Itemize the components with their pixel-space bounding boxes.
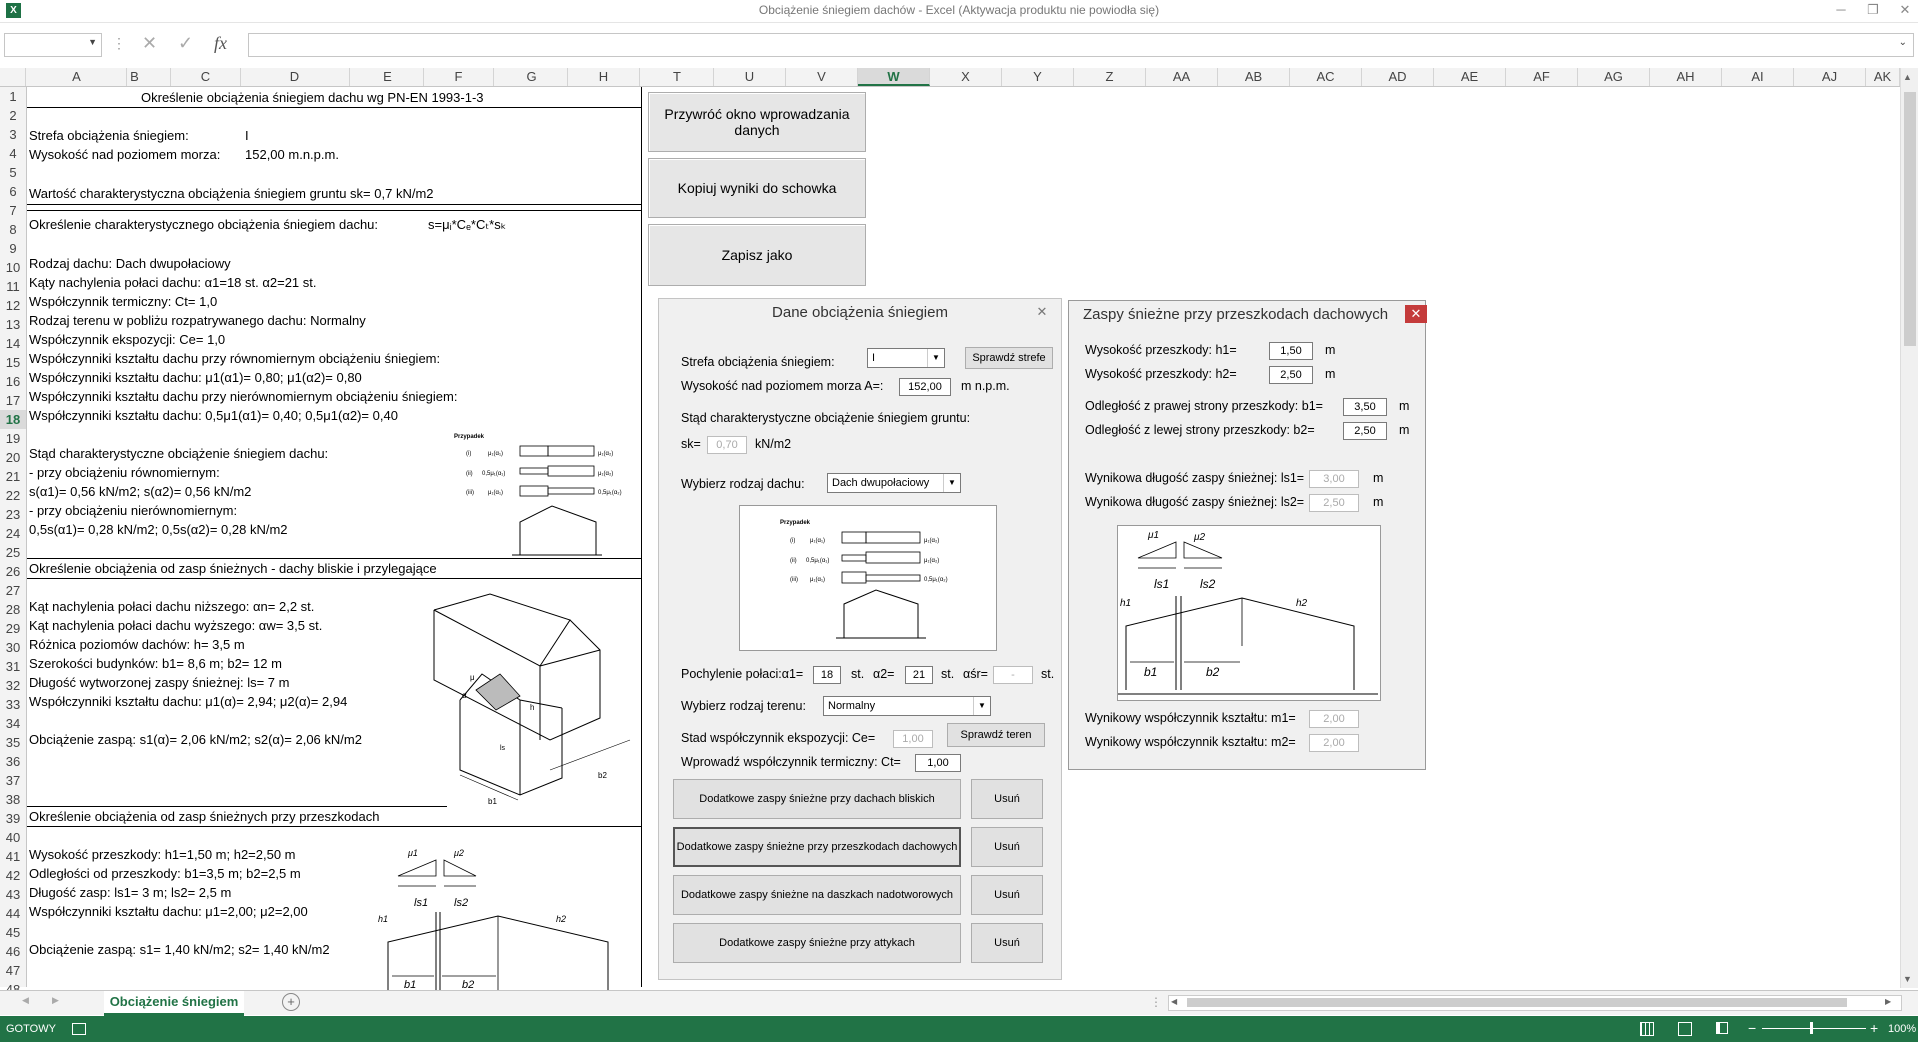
zoom-slider-thumb[interactable] [1810, 1022, 1813, 1034]
expand-icon[interactable]: ⌄ [1898, 37, 1907, 48]
border-line [27, 826, 641, 827]
b2-label: Odległość z lewej strony przeszkody: b2= [1085, 423, 1315, 437]
restore-input-window-button[interactable]: Przywróć okno wprowadzania danych [648, 92, 866, 152]
alpha2-label: α2= [873, 667, 895, 681]
shape-coefficient-diagram [452, 430, 636, 558]
cell-angles[interactable]: Kąty nachylenia połaci dachu: α1=18 st. α2=21 st. [29, 275, 317, 290]
horizontal-scrollbar[interactable] [1168, 995, 1902, 1011]
cell-terrain[interactable]: Rodzaj terenu w pobliżu rozpatrywanego dachu: Normalny [29, 313, 366, 328]
iso-alpha-label: α [462, 691, 467, 700]
snow-data-form [658, 298, 1062, 980]
b1-label: Odległość z prawej strony przeszkody: b1= [1085, 399, 1323, 413]
preview-half-mu: 0,5μ₁(α₁) [806, 558, 830, 564]
cell-obstacle-distances[interactable]: Odległości od przeszkody: b1=3,5 m; b2=2,5 m [29, 866, 301, 881]
border-line [27, 210, 641, 211]
minimize-icon[interactable]: ─ [1836, 2, 1846, 17]
row-header-40[interactable]: 40 [5, 830, 21, 845]
column-header-u[interactable]: U [714, 68, 786, 86]
page-break-view-icon[interactable] [1716, 1022, 1728, 1034]
preview-mu-3: μ₁(α₁) [810, 577, 825, 583]
cell-altitude-label[interactable]: Wysokość nad poziomem morza: [29, 147, 221, 162]
row-header-46[interactable]: 46 [5, 944, 21, 959]
chevron-down-icon[interactable]: ▼ [88, 37, 97, 47]
excel-icon[interactable]: X [6, 3, 21, 18]
row-header-28[interactable]: 28 [5, 602, 21, 617]
vertical-scrollbar[interactable] [1900, 68, 1918, 988]
cancel-icon[interactable]: ✕ [142, 33, 158, 53]
save-as-button[interactable]: Zapisz jako [648, 224, 866, 286]
row-header-41[interactable]: 41 [5, 849, 21, 864]
remove-parapets-button[interactable]: Usuń [971, 923, 1043, 963]
cell-load-heading[interactable]: Stąd charakterystyczne obciążenie śniegiem dachu: [29, 446, 329, 461]
diagram-mu-3: μ₁(α₁) [488, 490, 503, 496]
b1-unit: m [1399, 399, 1410, 413]
border-line [27, 578, 641, 579]
close-icon[interactable]: ✕ [1405, 305, 1427, 323]
column-header-ab[interactable]: AB [1218, 68, 1290, 86]
column-header-d[interactable]: D [240, 68, 350, 86]
cell-nonuniform-mu[interactable]: Współczynniki kształtu dachu: 0,5μ1(α1)= 0,40; 0,5μ1(α2)= 0,40 [29, 408, 398, 423]
column-header-g[interactable]: G [496, 68, 568, 86]
row-header-18[interactable]: 18 [0, 410, 26, 429]
ct-label: Wprowadź współczynnik termiczny: Ct= [681, 755, 901, 769]
title-bar [0, 0, 1918, 23]
sk-label: sk= [681, 437, 701, 451]
ls2-label: Wynikowa długość zaspy śnieżnej: ls2= [1085, 495, 1305, 509]
row-header-20[interactable]: 20 [5, 450, 21, 465]
scroll-right-icon[interactable]: ▶ [1885, 997, 1892, 1006]
diagram-half-mu-b: 0,5μ₁(α₂) [598, 490, 622, 496]
chevron-down-icon[interactable]: ▼ [973, 697, 990, 715]
sheet-tab-bar [0, 990, 1918, 1015]
roof-preview-image [740, 506, 994, 648]
sketch-b2: b2 [462, 979, 475, 990]
name-box[interactable] [4, 33, 102, 57]
column-header-f[interactable]: F [424, 68, 494, 86]
column-header-a[interactable]: A [27, 68, 127, 86]
cell-uniform-heading[interactable]: Współczynniki kształtu dachu przy równomiernym obciążeniu śniegiem: [29, 351, 441, 366]
adjacent-roofs-button[interactable]: Dodatkowe zaspy śnieżne przy dachach bliskich [673, 779, 961, 819]
diagram-mu-b-2: μ₁(α₂) [598, 471, 614, 477]
row-header-4[interactable]: 4 [9, 146, 17, 161]
zone-select-value: I [872, 352, 876, 364]
status-bar [0, 1016, 1918, 1042]
tab-prev-icon[interactable]: ◀ [22, 995, 29, 1005]
row-header-13[interactable]: 13 [5, 317, 21, 332]
row-header-30[interactable]: 30 [5, 640, 21, 655]
row-header-23[interactable]: 23 [5, 507, 21, 522]
cell-nonuniform-heading[interactable]: Współczynniki kształtu dachu przy nierównomiernym obciążeniu śniegiem: [29, 389, 458, 404]
normal-view-icon[interactable] [1640, 1022, 1654, 1036]
row-header-1[interactable]: 1 [9, 89, 17, 104]
chevron-down-icon[interactable]: ▼ [943, 474, 960, 492]
row-header-6[interactable]: 6 [9, 184, 17, 199]
drift-b2: b2 [1206, 665, 1220, 679]
row-header-38[interactable]: 38 [5, 792, 21, 807]
alpha2-unit: st. [941, 667, 955, 681]
border-line [27, 107, 641, 108]
drift-ls1: ls1 [1154, 577, 1170, 591]
row-header-37[interactable]: 37 [5, 773, 21, 788]
drift-mu1: μ1 [1148, 530, 1160, 541]
ct-input[interactable]: 1,00 [915, 754, 961, 772]
obstacle-drift-form [1068, 300, 1426, 770]
column-header-af[interactable]: AF [1506, 68, 1578, 86]
iso-ls-label: ls [500, 745, 506, 752]
drift-h1: h1 [1120, 598, 1132, 609]
scroll-left-icon[interactable]: ◀ [1171, 997, 1178, 1006]
zone-select[interactable] [867, 348, 945, 368]
ls1-output[interactable]: 3,00 [1309, 470, 1359, 488]
row-header-27[interactable]: 27 [5, 583, 21, 598]
h2-label: Wysokość przeszkody: h2= [1085, 367, 1237, 381]
cell-sk[interactable]: Wartość charakterystyczna obciążenia śniegiem gruntu sk= 0,7 kN/m2 [29, 186, 434, 201]
column-header-e[interactable]: E [352, 68, 424, 86]
terrain-select[interactable] [823, 696, 991, 716]
ls2-output[interactable]: 2,50 [1309, 494, 1359, 512]
preview-case-title: Przypadek [780, 520, 811, 526]
cell-ce[interactable]: Współczynnik ekspozycji: Ce= 1,0 [29, 332, 226, 347]
iso-mu-label: μ [470, 673, 475, 682]
cell-uniform-mu[interactable]: Współczynniki kształtu dachu: μ1(α1)= 0,80; μ1(α2)= 0,80 [29, 370, 362, 385]
page-layout-icon[interactable] [1678, 1022, 1692, 1036]
column-header-ad[interactable]: AD [1362, 68, 1434, 86]
scroll-up-icon[interactable]: ▲ [1903, 72, 1912, 82]
preview-mu: μ₁(α₁) [810, 538, 825, 544]
b1-input[interactable]: 3,50 [1343, 398, 1387, 416]
cell-ct[interactable]: Współczynnik termiczny: Ct= 1,0 [29, 294, 218, 309]
alpha-avg-input[interactable]: - [993, 666, 1033, 684]
cell-nonuniform-label[interactable]: - przy obciążeniu nierównomiernym: [29, 503, 238, 518]
altitude-input[interactable]: 152,00 [899, 378, 951, 396]
row-header-22[interactable]: 22 [5, 488, 21, 503]
cell-uniform-load[interactable]: s(α1)= 0,56 kN/m2; s(α2)= 0,56 kN/m2 [29, 484, 252, 499]
page-break [641, 87, 642, 987]
column-header-t[interactable]: T [641, 68, 714, 86]
h-scroll-thumb[interactable] [1187, 998, 1847, 1007]
cell-drift-heading[interactable]: Określenie obciążenia od zasp śnieżnych - dachy bliskie i przylegające [29, 561, 437, 576]
select-all[interactable] [0, 68, 26, 86]
zoom-in-icon[interactable]: + [1870, 1020, 1879, 1036]
drift-diagram-frame [1117, 525, 1381, 701]
row-header-24[interactable]: 24 [5, 526, 21, 541]
scroll-thumb[interactable] [1904, 92, 1916, 346]
cell-widths[interactable]: Szerokości budynków: b1= 8,6 m; b2= 12 m [29, 656, 282, 671]
cell-roof-load-heading[interactable]: Określenie charakterystycznego obciążenia śniegiem dachu: [29, 217, 379, 232]
diagram-mu: μ₁(α₁) [488, 451, 503, 457]
cell-zone-label[interactable]: Strefa obciążenia śniegiem: [29, 128, 189, 143]
row-header-36[interactable]: 36 [5, 754, 21, 769]
row-header-47[interactable]: 47 [5, 963, 21, 978]
window-title: Obciążenie śniegiem dachów - Excel (Aktywacja produktu nie powiodła się) [758, 3, 1160, 17]
b2-input[interactable]: 2,50 [1343, 422, 1387, 440]
slope-label: Pochylenie połaci:α1= [681, 667, 804, 681]
diagram-case-2: (ii) [466, 471, 473, 477]
close-icon[interactable]: ✕ [1036, 304, 1048, 319]
snow-form-title: Dane obciążenia śniegiem [772, 304, 948, 321]
cell-drift-load[interactable]: Obciążenie zaspą: s1(α)= 2,06 kN/m2; s2(α)= 2,06 kN/m2 [29, 732, 362, 747]
roof-type-select[interactable] [827, 473, 961, 493]
row-header-10[interactable]: 10 [5, 260, 21, 275]
cell-obstacle-load[interactable]: Obciążenie zaspą: s1= 1,40 kN/m2; s2= 1,40 kN/m2 [29, 942, 330, 957]
diagram-case-title: Przypadek [454, 434, 485, 440]
row-header-42[interactable]: 42 [5, 868, 21, 883]
row-header-43[interactable]: 43 [5, 887, 21, 902]
preview-half-mu-b: 0,5μ₁(α₂) [924, 577, 948, 583]
column-header-c[interactable]: C [171, 68, 241, 86]
column-header-x[interactable]: X [930, 68, 1002, 86]
preview-mu-b-2: μ₁(α₂) [924, 558, 940, 564]
column-header-ag[interactable]: AG [1578, 68, 1650, 86]
sketch-ls1: ls1 [414, 897, 429, 909]
column-header-y[interactable]: Y [1002, 68, 1074, 86]
drift-b1: b1 [1144, 665, 1158, 679]
row-header-44[interactable]: 44 [5, 906, 21, 921]
row-header-32[interactable]: 32 [5, 678, 21, 693]
drift-ls2: ls2 [1200, 577, 1216, 591]
m2-output[interactable]: 2,00 [1309, 734, 1359, 752]
ls2-unit: m [1373, 495, 1384, 509]
row-header-45[interactable]: 45 [5, 925, 21, 940]
m1-label: Wynikowy współczynnik kształtu: m1= [1085, 711, 1296, 725]
row-header-8[interactable]: 8 [9, 222, 17, 237]
altitude-label: Wysokość nad poziomem morza A=: [681, 379, 884, 393]
more-icon: ⋮ [112, 35, 126, 51]
row-header-16[interactable]: 16 [5, 374, 21, 389]
cell-obstacle-heights[interactable]: Wysokość przeszkody: h1=1,50 m; h2=2,50 m [29, 847, 296, 862]
h1-input[interactable]: 1,50 [1269, 342, 1313, 360]
function-icon[interactable]: fx [214, 33, 227, 53]
row-header-3[interactable]: 3 [9, 127, 17, 142]
terrain-label: Wybierz rodzaj terenu: [681, 699, 806, 713]
roof-obstacles-button[interactable]: Dodatkowe zaspy śnieżne przy przeszkodach dachowych [673, 827, 961, 867]
altitude-unit: m n.p.m. [961, 379, 1010, 393]
preview-case-2: (ii) [790, 558, 797, 564]
scroll-down-icon[interactable]: ▼ [1903, 974, 1912, 984]
cell-altitude-value[interactable]: 152,00 m.n.p.m. [245, 147, 339, 162]
sketch-ls2: ls2 [454, 897, 469, 909]
row-header-34[interactable]: 34 [5, 716, 21, 731]
m2-label: Wynikowy współczynnik kształtu: m2= [1085, 735, 1296, 749]
b2-unit: m [1399, 423, 1410, 437]
drift-diagram [1118, 526, 1378, 698]
zone-label: Strefa obciążenia śniegiem: [681, 355, 835, 369]
cell-formula[interactable]: s=μᵢ*Cₑ*Cₜ*sₖ [428, 217, 507, 232]
canopies-button[interactable]: Dodatkowe zaspy śnieżne na daszkach nadotworowych [673, 875, 961, 915]
parapets-button[interactable]: Dodatkowe zaspy śnieżne przy attykach [673, 923, 961, 963]
terrain-value: Normalny [828, 700, 876, 712]
zoom-slider[interactable] [1762, 1028, 1866, 1029]
ce-label: Stad współczynnik ekspozycji: Ce= [681, 731, 876, 745]
row-header-5[interactable]: 5 [9, 165, 17, 180]
iso-b1-label: b1 [488, 797, 497, 806]
row-header-35[interactable]: 35 [5, 735, 21, 750]
ce-input[interactable]: 1,00 [893, 730, 933, 748]
column-headers [0, 68, 1900, 87]
column-header-v[interactable]: V [786, 68, 858, 86]
macro-record-icon[interactable] [72, 1023, 86, 1035]
zoom-level[interactable]: 100% [1888, 1023, 1917, 1035]
sheet-title[interactable]: Określenie obciążenia śniegiem dachu wg PN-EN 1993-1-3 [141, 90, 484, 105]
tab-obciazenie-sniegiem[interactable]: Obciążenie śniegiem [104, 991, 244, 1016]
remove-obstacles-button[interactable]: Usuń [971, 827, 1043, 867]
drift-mu2: μ2 [1194, 532, 1206, 543]
status-ready: GOTOWY [6, 1023, 56, 1035]
row-header-39[interactable]: 39 [5, 811, 21, 826]
h1-label: Wysokość przeszkody: h1= [1085, 343, 1237, 357]
alpha2-input[interactable]: 21 [905, 666, 933, 684]
row-header-11[interactable]: 11 [6, 279, 20, 294]
diagram-case-1: (i) [466, 451, 472, 457]
ground-load-label: Stąd charakterystyczne obciążenie śniegiem gruntu: [681, 411, 971, 425]
diagram-half-mu: 0,5μ₁(α₁) [482, 471, 506, 477]
row-header-12[interactable]: 12 [5, 298, 21, 313]
tab-splitter-icon[interactable]: ⋮ [1150, 995, 1162, 1009]
formula-input[interactable] [248, 33, 1914, 57]
obstacle-drift-sketch [378, 846, 622, 990]
row-header-17[interactable]: 17 [5, 393, 21, 408]
cell-uniform-label[interactable]: - przy obciążeniu równomiernym: [29, 465, 220, 480]
cell-obstacle-mu[interactable]: Współczynniki kształtu dachu: μ1=2,00; μ2=2,00 [29, 904, 308, 919]
column-header-w[interactable]: W [858, 68, 930, 86]
row-header-14[interactable]: 14 [5, 336, 21, 351]
alpha1-input[interactable]: 18 [813, 666, 841, 684]
cell-obstacle-lengths[interactable]: Długość zasp: ls1= 3 m; ls2= 2,5 m [29, 885, 232, 900]
copy-results-button[interactable]: Kopiuj wyniki do schowka [648, 158, 866, 218]
h2-input[interactable]: 2,50 [1269, 366, 1313, 384]
cell-nonuniform-load[interactable]: 0,5s(α1)= 0,28 kN/m2; 0,5s(α2)= 0,28 kN/m2 [29, 522, 288, 537]
diagram-mu-b: μ₁(α₂) [598, 451, 614, 457]
remove-adjacent-button[interactable]: Usuń [971, 779, 1043, 819]
alpha-avg-unit: st. [1041, 667, 1055, 681]
column-header-b[interactable]: B [99, 68, 171, 86]
column-header-ae[interactable]: AE [1434, 68, 1506, 86]
column-header-aj[interactable]: AJ [1794, 68, 1866, 86]
tab-next-icon[interactable]: ▶ [52, 995, 59, 1005]
cell-drift-mu[interactable]: Współczynniki kształtu dachu: μ1(α)= 2,94; μ2(α)= 2,94 [29, 694, 348, 709]
cell-lower-angle[interactable]: Kąt nachylenia połaci dachu niższego: αn= 2,2 st. [29, 599, 315, 614]
row-header-15[interactable]: 15 [5, 355, 21, 370]
remove-canopies-button[interactable]: Usuń [971, 875, 1043, 915]
cell-drift-length[interactable]: Długość wytworzonej zaspy śnieżnej: ls= 7 m [29, 675, 290, 690]
cell-roof-type[interactable]: Rodzaj dachu: Dach dwupołaciowy [29, 256, 231, 271]
ls1-unit: m [1373, 471, 1384, 485]
row-headers [0, 87, 27, 987]
restore-icon[interactable]: ❐ [1867, 2, 1879, 17]
cell-upper-angle[interactable]: Kąt nachylenia połaci dachu wyższego: αw= 3,5 st. [29, 618, 323, 633]
adjacent-roofs-sketch [430, 590, 640, 810]
column-header-h[interactable]: H [568, 68, 640, 86]
column-header-ah[interactable]: AH [1650, 68, 1722, 86]
cell-obstacle-heading[interactable]: Określenie obciążenia od zasp śnieżnych przy przeszkodach [29, 809, 380, 824]
close-icon[interactable]: ✕ [1899, 2, 1911, 17]
row-header-21[interactable]: 21 [5, 469, 21, 484]
h1-unit: m [1325, 343, 1336, 357]
drift-h2: h2 [1296, 598, 1308, 609]
check-zone-button[interactable]: Sprawdź strefe [965, 347, 1053, 369]
row-header-31[interactable]: 31 [5, 659, 21, 674]
row-header-33[interactable]: 33 [5, 697, 21, 712]
ls1-label: Wynikowa długość zaspy śnieżnej: ls1= [1085, 471, 1305, 485]
row-header-7[interactable]: 7 [9, 203, 17, 218]
h2-unit: m [1325, 367, 1336, 381]
column-header-aa[interactable]: AA [1146, 68, 1218, 86]
column-header-z[interactable]: Z [1074, 68, 1146, 86]
row-header-9[interactable]: 9 [9, 241, 17, 256]
sketch-b1: b1 [404, 979, 417, 990]
diagram-case-3: (iii) [466, 490, 474, 496]
drift-form-title: Zaspy śnieżne przy przeszkodach dachowych [1083, 306, 1389, 323]
row-header-2[interactable]: 2 [9, 108, 17, 123]
sketch-mu1: μ1 [408, 848, 418, 858]
preview-case-1: (i) [790, 538, 796, 544]
roof-type-value: Dach dwupołaciowy [832, 477, 930, 489]
iso-b2-label: b2 [598, 771, 607, 780]
row-header-19[interactable]: 19 [5, 431, 21, 446]
chevron-down-icon[interactable]: ▼ [927, 349, 944, 367]
confirm-icon[interactable]: ✓ [178, 33, 194, 53]
check-terrain-button[interactable]: Sprawdź teren [947, 723, 1045, 747]
formula-bar [0, 28, 1918, 64]
zoom-out-icon[interactable]: − [1748, 1020, 1757, 1036]
row-header-25[interactable]: 25 [5, 545, 21, 560]
cell-height-diff[interactable]: Różnica poziomów dachów: h= 3,5 m [29, 637, 245, 652]
row-header-26[interactable]: 26 [5, 564, 21, 579]
roof-preview-frame [739, 505, 997, 651]
row-header-29[interactable]: 29 [5, 621, 21, 636]
preview-case-3: (iii) [790, 577, 798, 583]
sk-unit: kN/m2 [755, 437, 792, 451]
m1-output[interactable]: 2,00 [1309, 710, 1359, 728]
roof-type-label: Wybierz rodzaj dachu: [681, 477, 805, 491]
sketch-h1: h1 [378, 914, 389, 924]
column-header-ak[interactable]: AK [1866, 68, 1900, 86]
sk-input[interactable]: 0,70 [707, 436, 747, 454]
cell-zone-value[interactable]: I [245, 128, 249, 143]
alpha-avg-label: αśr= [963, 667, 988, 681]
border-line [27, 204, 641, 205]
alpha1-unit: st. [851, 667, 865, 681]
sketch-mu2: μ2 [454, 848, 464, 858]
sketch-h2: h2 [556, 914, 567, 924]
preview-mu-b: μ₁(α₂) [924, 538, 940, 544]
column-header-ac[interactable]: AC [1290, 68, 1362, 86]
iso-h-label: h [530, 703, 535, 712]
add-sheet-icon[interactable]: + [282, 993, 300, 1011]
column-header-ai[interactable]: AI [1722, 68, 1794, 86]
